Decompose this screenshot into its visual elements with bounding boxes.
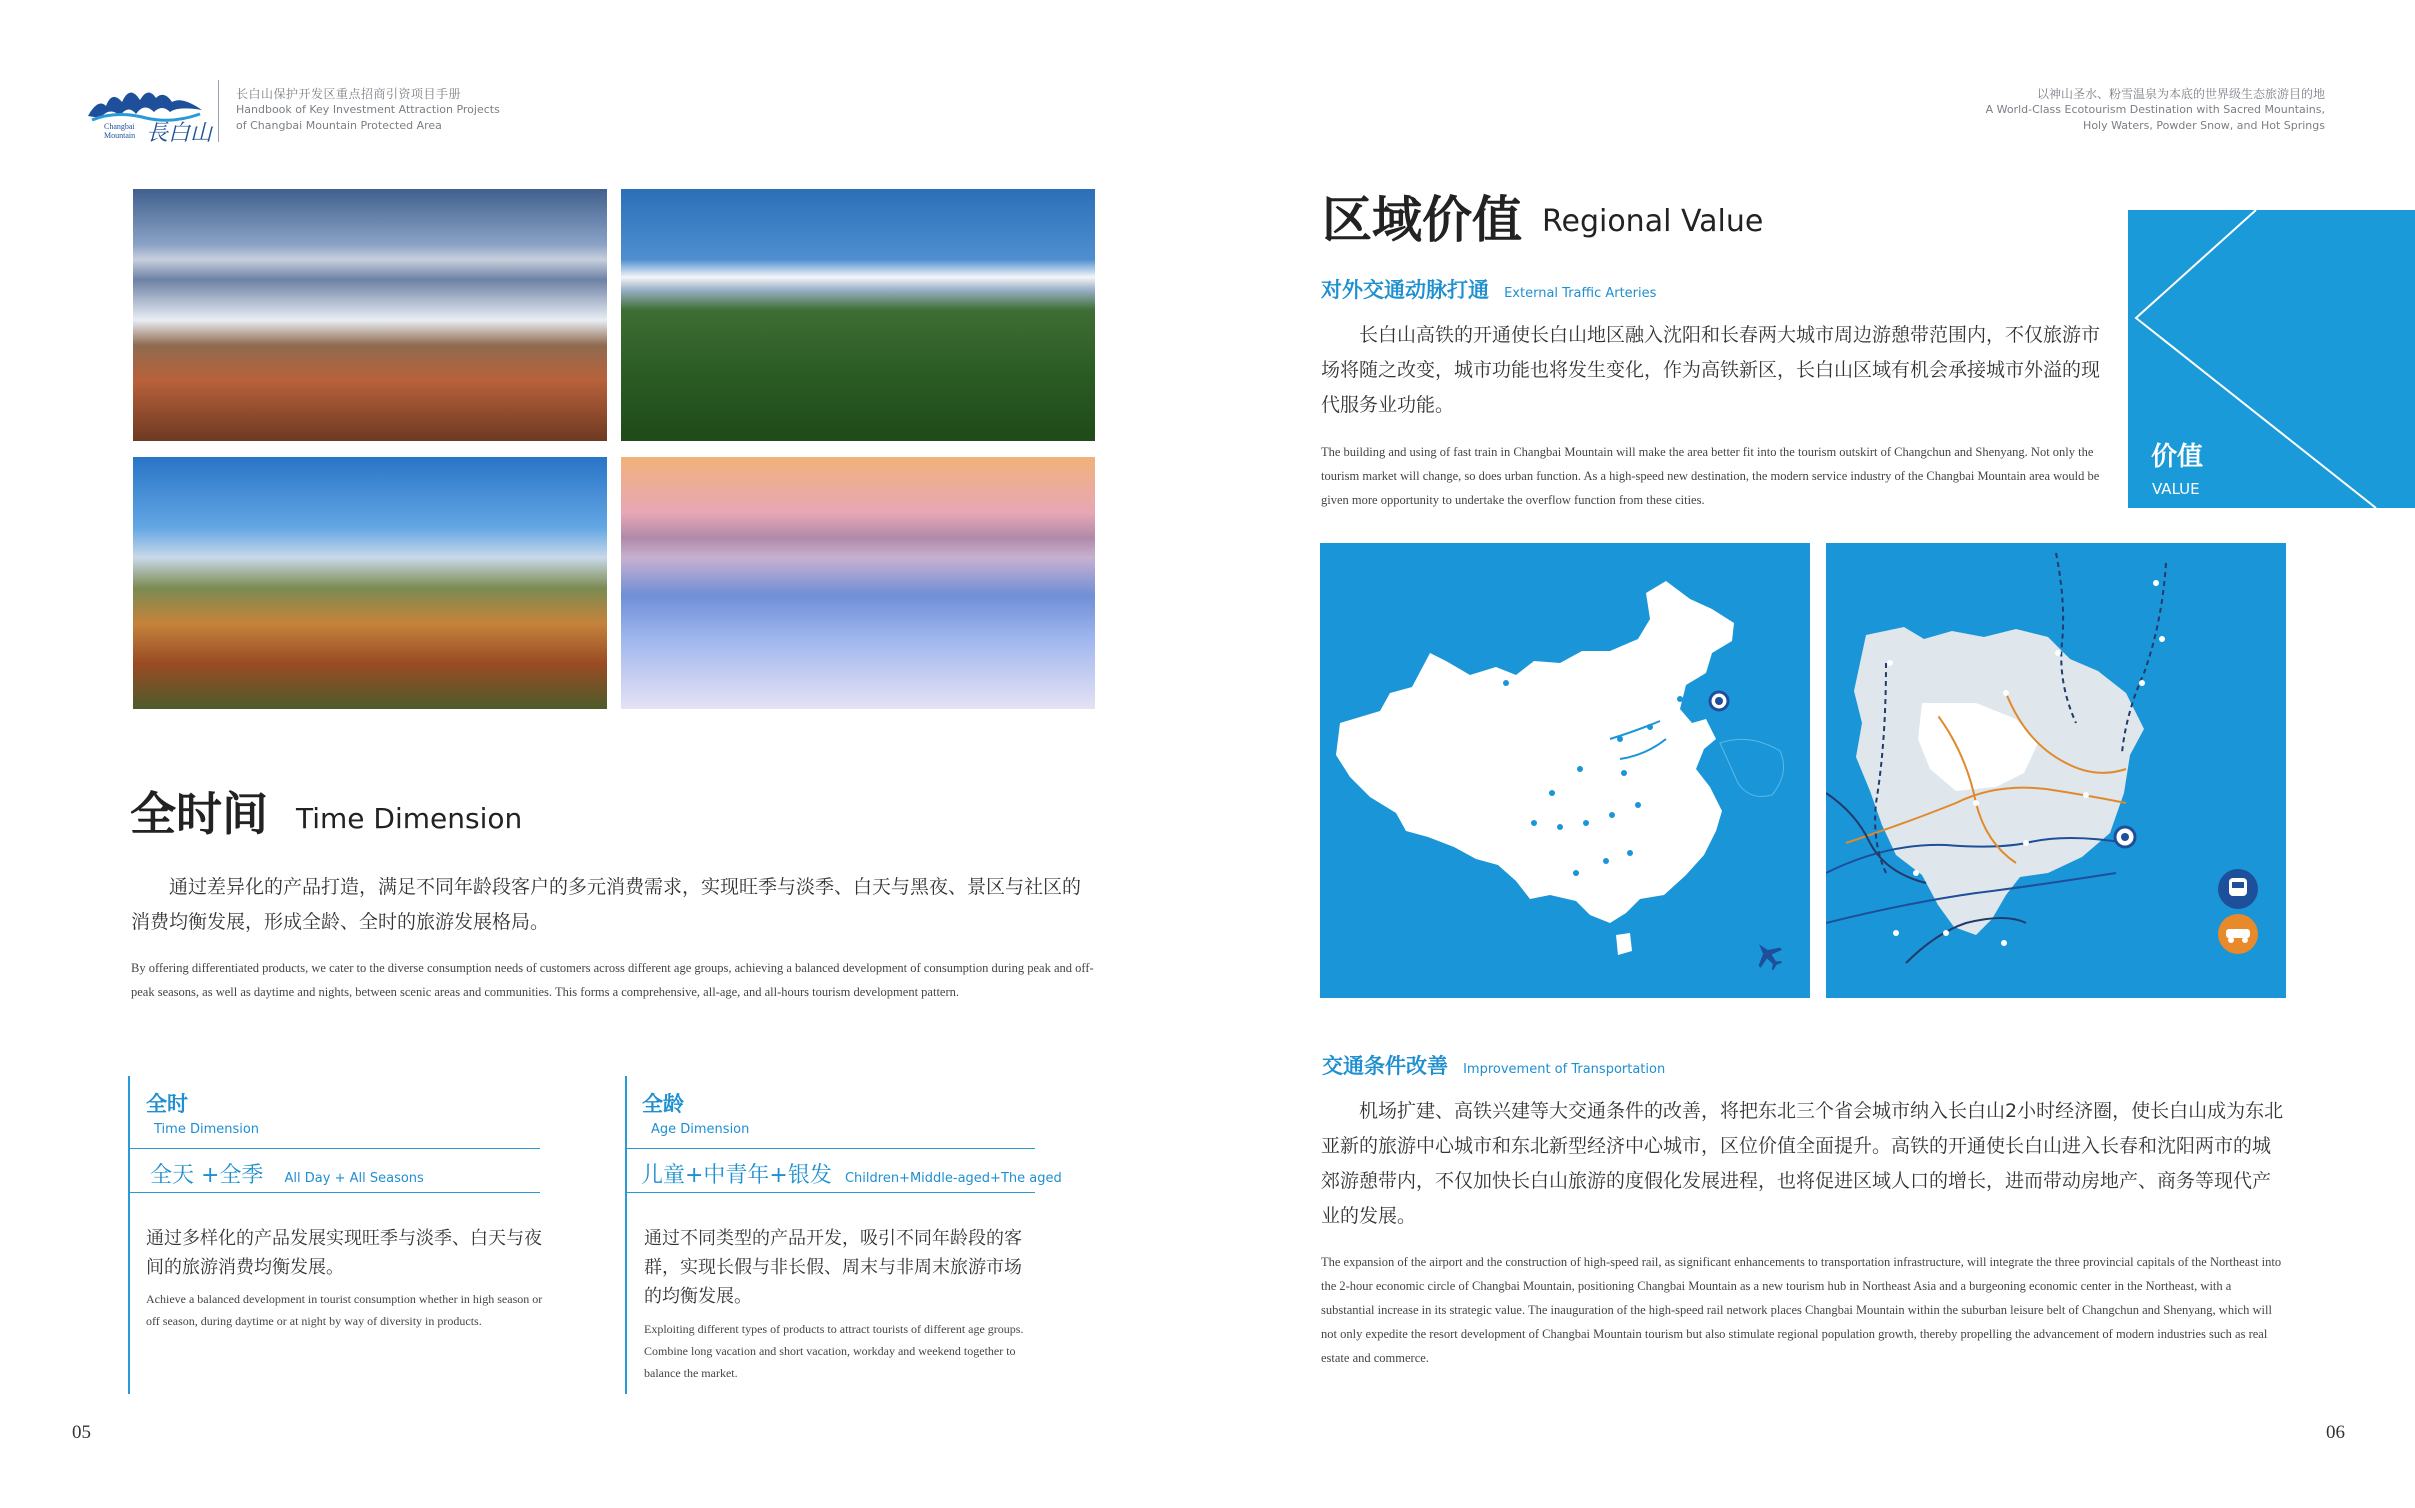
section-transportation-heading: 交通条件改善 Improvement of Transportation (1322, 1054, 1666, 1078)
card-accent-bar (625, 1076, 627, 1394)
section-external-traffic-heading: 对外交通动脉打通 External Traffic Arteries (1321, 278, 1657, 302)
card-divider (130, 1148, 540, 1149)
card-divider (627, 1192, 1035, 1193)
time-dimension-body-cn: 通过差异化的产品打造，满足不同年龄段客户的多元消费需求，实现旺季与淡季、白天与黑夜、景区与社区的消费均衡发展，形成全龄、全时的旅游发展格局。 (131, 876, 1082, 933)
logo-caption: Changbai Mountain (104, 122, 136, 140)
regional-value-title-en: Regional Value (1542, 204, 1764, 239)
external-traffic-body-en: The building and using of fast train in Changbai Mountain will make the area better fit into the tourism outskirt of Changchun and Shenyang. Not only the tourism market will change, so does urban function. As a high-speed new destination, the modern service industry of the Changbai Mountain area would be given more opportunity to undertake the overflow function from these cities. (1321, 445, 2100, 507)
card-title: 全时 (146, 1092, 188, 1116)
card-headline: 全天 +全季 All Day + All Seasons (150, 1163, 424, 1188)
location-pin-icon (1710, 692, 1728, 710)
card-subtitle: Time Dimension (154, 1122, 260, 1137)
location-pin-icon (2115, 827, 2135, 847)
china-map (1320, 543, 1810, 998)
time-dimension-body-en: By offering differentiated products, we cater to the diverse consumption needs of customers across different age groups, achieving a balanced development of consumption during peak and off-peak seasons, as well as daytime and nights, between scenic areas and communities. This forms a comprehensive, all-age, and all-hours tourism development pattern. (131, 961, 1094, 999)
card-divider (627, 1148, 1035, 1149)
card-body-en: Exploiting different types of products to attract tourists of different age groups. Combine long vacation and short vacation, workday and weekend together to balance the market. (644, 1322, 1024, 1380)
value-box-label-en: VALUE (2152, 480, 2200, 498)
value-box-label-cn: 价值 (2151, 442, 2204, 472)
transportation-body-cn: 机场扩建、高铁兴建等大交通条件的改善，将把东北三个省会城市纳入长白山2小时经济圈，使长白山成为东北亚新的旅游中心城市和东北新型经济中心城市，区位价值全面提升。高铁的开通使长白山进入长春和沈阳两市的城郊游憩带内，不仅加快长白山旅游的度假化发展进程，也将促进区域人口的增长，进而带动房地产、商务等现代产业的发展。 (1321, 1100, 2284, 1227)
card-divider (130, 1192, 540, 1193)
airplane-icon (1748, 935, 1788, 975)
photo-green-forest-snow-peak (621, 189, 1095, 441)
card-headline: 儿童+中青年+银发 Children+Middle-aged+The aged (641, 1163, 1062, 1188)
external-traffic-body-cn: 长白山高铁的开通使长白山地区融入沈阳和长春两大城市周边游憩带范围内，不仅旅游市场将随之改变，城市功能也将发生变化，作为高铁新区，长白山区域有机会承接城市外溢的现代服务业功能。 (1321, 324, 2101, 416)
page-number-left: 05 (72, 1422, 91, 1443)
transportation-body-en: The expansion of the airport and the construction of high-speed rail, as significant enhancements to transportation infrastructure, will integrate the three provincial capitals of the Northeast into the 2-hour economic circle of Changbai Mountain, positioning Changbai Mountain as a new tourism hub in Northeast Asia and a burgeoning economic center in the Northeast, with a substantial increase in its strategic value. The inauguration of the high-speed rail network places Changbai Mountain within the suburban leisure belt of Changchun and Shenyang, which will not only expedite the resort development of Changbai Mountain tourism but also stimulate regional population growth, thereby propelling the advancement of modern industries such as real estate and commerce. (1321, 1255, 2282, 1365)
card-body-cn: 通过不同类型的产品开发，吸引不同年龄段的客群，实现长假与非长假、周末与非周末旅游市场的均衡发展。 (644, 1228, 1022, 1307)
card-subtitle: Age Dimension (651, 1122, 750, 1137)
card-body-cn: 通过多样化的产品发展实现旺季与淡季、白天与夜间的旅游消费均衡发展。 (146, 1228, 542, 1278)
photo-autumn-forest-mountain (133, 189, 607, 441)
header-left-text: 长白山保护开发区重点招商引资项目手册 Handbook of Key Investment Attraction Projects of Changbai Mountain Protected Area (236, 87, 500, 132)
photo-frosted-forest-sunrise (621, 457, 1095, 709)
regional-value-title-cn: 区域价值 (1322, 191, 1522, 249)
header-divider (218, 80, 219, 142)
time-dimension-title-cn: 全时间 (130, 787, 268, 841)
header-right-text: 以神山圣水、粉雪温泉为本底的世界级生态旅游目的地 A World-Class Ecotourism Destination with Sacred Mountains, Holy Waters, Powder Snow, and Hot Springs (1985, 87, 2325, 132)
time-dimension-title-en: Time Dimension (296, 802, 523, 835)
logo-chinese-name: 長白山 (146, 121, 213, 146)
train-icon (2218, 869, 2258, 909)
card-body-en: Achieve a balanced development in tourist consumption whether in high season or off season, during daytime or at night by way of diversity in products. (146, 1292, 543, 1328)
card-accent-bar (128, 1076, 130, 1394)
car-icon (2218, 914, 2258, 954)
page-number-right: 06 (2326, 1422, 2345, 1443)
card-title: 全龄 (642, 1092, 684, 1116)
northeast-region-map (1826, 543, 2286, 998)
photo-colorful-autumn-forest (133, 457, 607, 709)
